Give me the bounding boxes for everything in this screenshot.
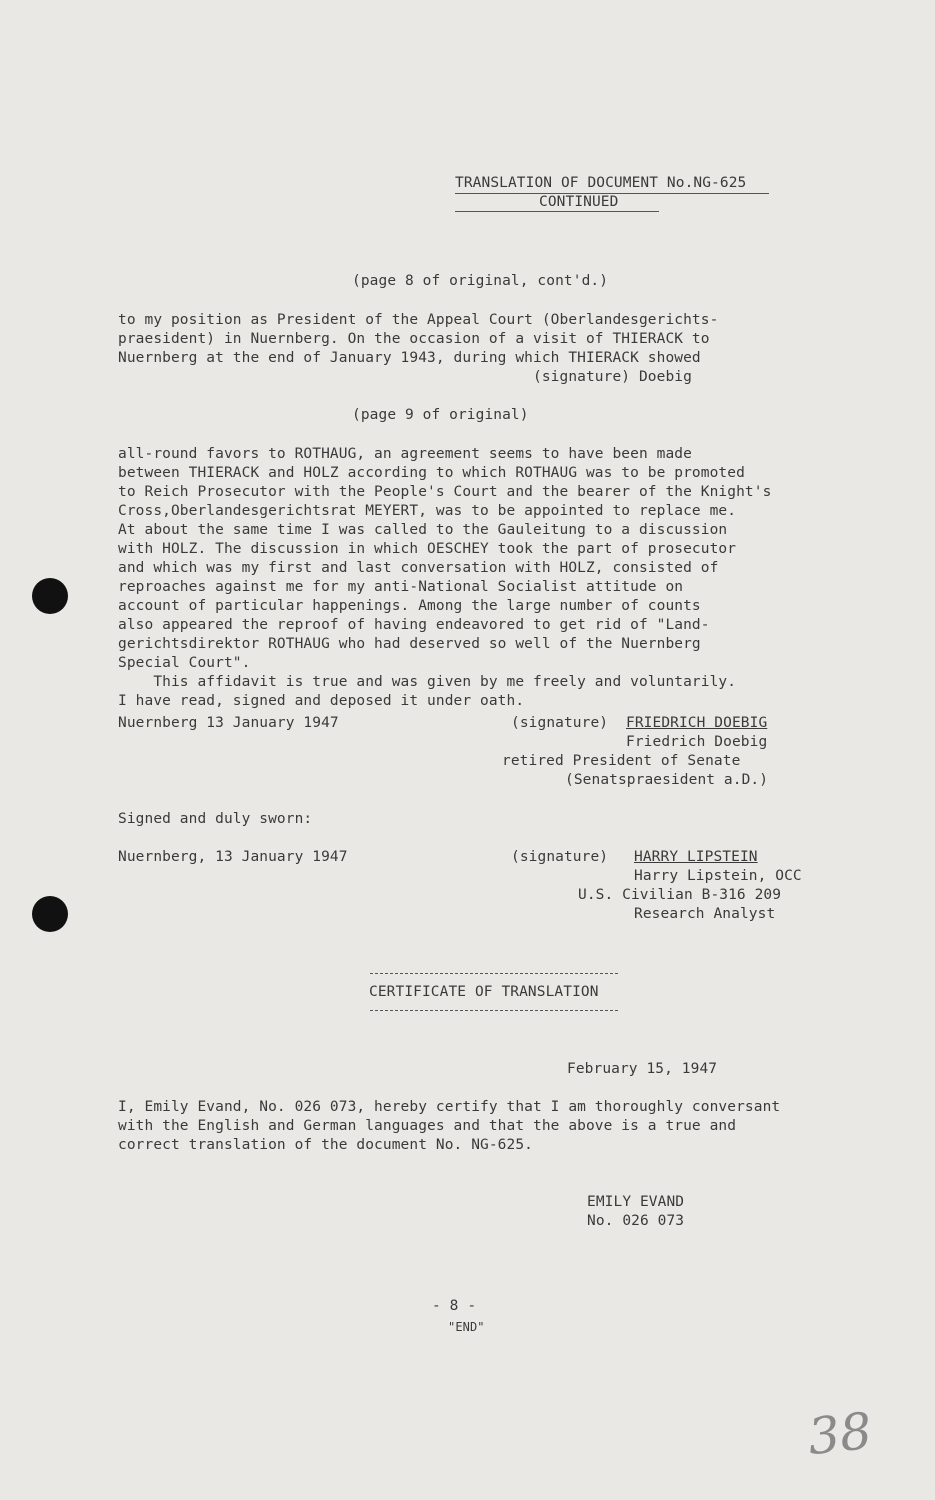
punch-hole-bottom (32, 896, 68, 932)
certificate-date: February 15, 1947 (567, 1061, 718, 1077)
paragraph-2-line: Cross,Oberlandesgerichtsrat MEYERT, was to be appointed to replace me. (118, 503, 737, 519)
page-number: - 8 - (432, 1298, 477, 1314)
certificate-body-line: with the English and German languages and that the above is a true and (118, 1118, 737, 1134)
paragraph-1 (118, 311, 838, 368)
page-9-note: (page 9 of original) (352, 407, 529, 423)
sworn-officer-name: Harry Lipstein, OCC (634, 868, 802, 884)
paragraph-2-line: with HOLZ. The discussion in which OESCHEY took the part of prosecutor (118, 541, 737, 557)
certificate-body-line: I, Emily Evand, No. 026 073, hereby certify that I am thoroughly conversant (118, 1099, 781, 1115)
paragraph-2 (118, 445, 838, 711)
paragraph-1-line: Nuernberg at the end of January 1943, during which THIERACK showed (118, 350, 701, 366)
signature-doebig-page8: (signature) Doebig (533, 369, 692, 385)
paragraph-2-line: all-round favors to ROTHAUG, an agreement seems to have been made (118, 446, 692, 462)
paragraph-2-line: At about the same time I was called to the Gauleitung to a discussion (118, 522, 728, 538)
translator-name: EMILY EVAND (587, 1194, 685, 1210)
certificate-top-rule (370, 973, 618, 974)
affidavit-line: This affidavit is true and was given by me freely and voluntarily. (118, 674, 737, 690)
subtitle-underline (455, 211, 659, 212)
paragraph-2-line: reproaches against me for my anti-National Socialist attitude on (118, 579, 684, 595)
punch-hole-top (32, 578, 68, 614)
paragraph-1-line: praesident) in Nuernberg. On the occasion of a visit of THIERACK to (118, 331, 710, 347)
paragraph-2-line: account of particular happenings. Among the large number of counts (118, 598, 701, 614)
affiant-title-german: (Senatspraesident a.D.) (565, 772, 769, 788)
affidavit-line: I have read, signed and deposed it under oath. (118, 693, 525, 709)
sworn-officer-title: Research Analyst (634, 906, 776, 922)
document-title: TRANSLATION OF DOCUMENT No.NG-625 (455, 175, 747, 191)
paragraph-2-line: and which was my first and last conversation with HOLZ, consisted of (118, 560, 719, 576)
paragraph-2-line: between THIERACK and HOLZ according to which ROTHAUG was to be promoted (118, 465, 745, 481)
paragraph-2-line: gerichtsdirektor ROTHAUG who had deserved so well of the Nuernberg (118, 636, 701, 652)
page-8-note: (page 8 of original, cont'd.) (352, 273, 609, 289)
end-marker: "END" (448, 1320, 485, 1334)
affiant-signature-name: FRIEDRICH DOEBIG (626, 715, 768, 731)
sworn-place-date: Nuernberg, 13 January 1947 (118, 849, 348, 865)
affiant-place-date: Nuernberg 13 January 1947 (118, 715, 339, 731)
sworn-officer-id: U.S. Civilian B-316 209 (578, 887, 782, 903)
certificate-title: CERTIFICATE OF TRANSLATION (369, 984, 599, 1000)
paragraph-2-line: also appeared the reproof of having endeavored to get rid of "Land- (118, 617, 710, 633)
paragraph-2-line: to Reich Prosecutor with the People's Court and the bearer of the Knight's (118, 484, 772, 500)
sworn-signature-label: (signature) (511, 849, 609, 865)
signed-and-sworn-label: Signed and duly sworn: (118, 811, 313, 827)
document-subtitle: CONTINUED (539, 194, 619, 210)
translator-number: No. 026 073 (587, 1213, 685, 1229)
certificate-body-line: correct translation of the document No. NG-625. (118, 1137, 533, 1153)
paragraph-1-line: to my position as President of the Appeal Court (Oberlandesgerichts- (118, 312, 719, 328)
affiant-signature-label: (signature) (511, 715, 609, 731)
paragraph-2-line: Special Court". (118, 655, 251, 671)
affiant-name: Friedrich Doebig (626, 734, 768, 750)
certificate-bottom-rule (370, 1010, 618, 1011)
sworn-signature-name: HARRY LIPSTEIN (634, 849, 758, 865)
handwritten-page-number: 38 (805, 1401, 875, 1467)
certificate-body (118, 1098, 838, 1155)
affiant-title: retired President of Senate (502, 753, 741, 769)
